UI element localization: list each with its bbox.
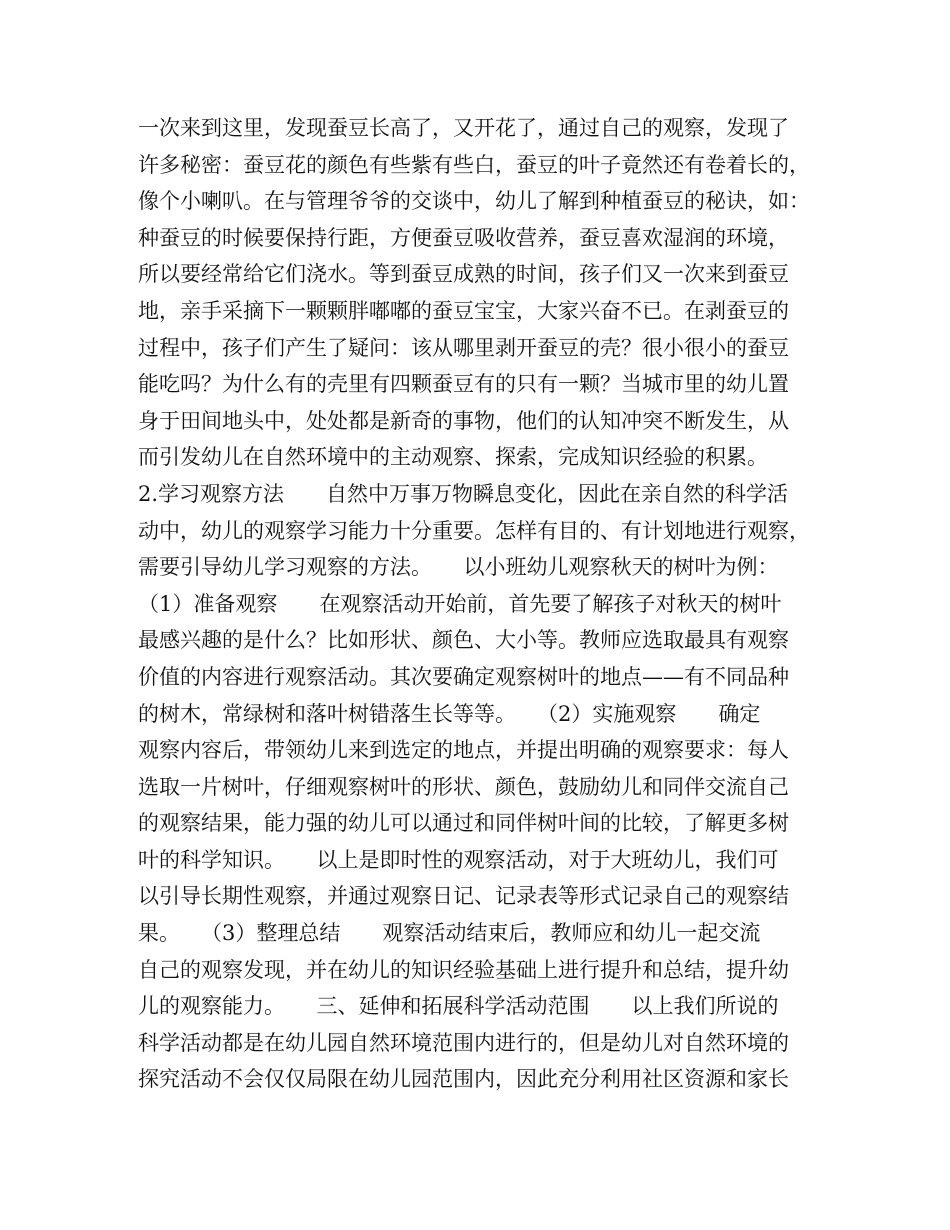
- text-line: 科学活动都是在幼儿园自然环境范围内进行的，但是幼儿对自然环境的: [138, 1030, 789, 1055]
- text-line: 最感兴趣的是什么？比如形状、颜色、大小等。教师应选取最具有观察: [138, 628, 789, 653]
- text-line: 种蚕豆的时候要保持行距，方便蚕豆吸收营养，蚕豆喜欢湿润的环境，: [138, 225, 789, 250]
- text-line: 的观察结果，能力强的幼儿可以通过和同伴树叶间的比较，了解更多树: [138, 811, 789, 836]
- text-line: 叶的科学知识。 以上是即时性的观察活动，对于大班幼儿，我们可: [138, 847, 779, 872]
- text-line: 过程中，孩子们产生了疑问：该从哪里剥开蚕豆的壳？很小很小的蚕豆: [138, 335, 789, 360]
- text-line: 探究活动不会仅仅局限在幼儿园范围内，因此充分利用社区资源和家长: [138, 1067, 789, 1092]
- text-line: 身于田间地头中，处处都是新奇的事物，他们的认知冲突不断发生，从: [138, 408, 789, 433]
- text-line: 自己的观察发现，并在幼儿的知识经验基础上进行提升和总结，提升幼: [138, 957, 789, 982]
- text-line: 所以要经常给它们浇水。等到蚕豆成熟的时间，孩子们又一次来到蚕豆: [138, 262, 789, 287]
- text-line: （1）准备观察 在观察活动开始前，首先要了解孩子对秋天的树叶: [138, 591, 782, 616]
- text-line: 价值的内容进行观察活动。其次要确定观察树叶的地点——有不同品种: [138, 664, 789, 689]
- text-line: 选取一片树叶，仔细观察树叶的形状、颜色，鼓励幼儿和同伴交流自己: [138, 774, 789, 799]
- text-line: 能吃吗？为什么有的壳里有四颗蚕豆有的只有一颗？当城市里的幼儿置: [138, 372, 789, 397]
- text-line: 而引发幼儿在自然环境中的主动观察、探索，完成知识经验的积累。: [138, 445, 768, 470]
- text-line: 地，亲手采摘下一颗颗胖嘟嘟的蚕豆宝宝，大家兴奋不已。在剥蚕豆的: [138, 298, 789, 323]
- text-line: 动中，幼儿的观察学习能力十分重要。怎样有目的、有计划地进行观察，: [138, 518, 810, 543]
- body-text: [138, 110, 828, 1098]
- text-line: 像个小喇叭。在与管理爷爷的交谈中，幼儿了解到种植蚕豆的秘诀，如：: [138, 189, 810, 214]
- text-line: 一次来到这里，发现蚕豆长高了，又开花了，通过自己的观察，发现了: [138, 116, 789, 140]
- text-line: 许多秘密：蚕豆花的颜色有些紫有些白，蚕豆的叶子竟然还有卷着长的，: [138, 152, 810, 177]
- text-line: 观察内容后，带领幼儿来到选定的地点，并提出明确的观察要求：每人: [138, 738, 789, 763]
- text-line: 的树木，常绿树和落叶树错落生长等等。 （2）实施观察 确定: [138, 701, 761, 726]
- text-line: 2.学习观察方法 自然中万事万物瞬息变化，因此在亲自然的科学活: [138, 481, 789, 506]
- text-line: 果。 （3）整理总结 观察活动结束后，教师应和幼儿一起交流: [138, 921, 761, 946]
- text-line: 需要引导幼儿学习观察的方法。 以小班幼儿观察秋天的树叶为例：: [138, 555, 779, 580]
- text-line: 儿的观察能力。 三、延伸和拓展科学活动范围 以上我们所说的: [138, 994, 779, 1019]
- text-line: 以引导长期性观察，并通过观察日记、记录表等形式记录自己的观察结: [138, 884, 789, 909]
